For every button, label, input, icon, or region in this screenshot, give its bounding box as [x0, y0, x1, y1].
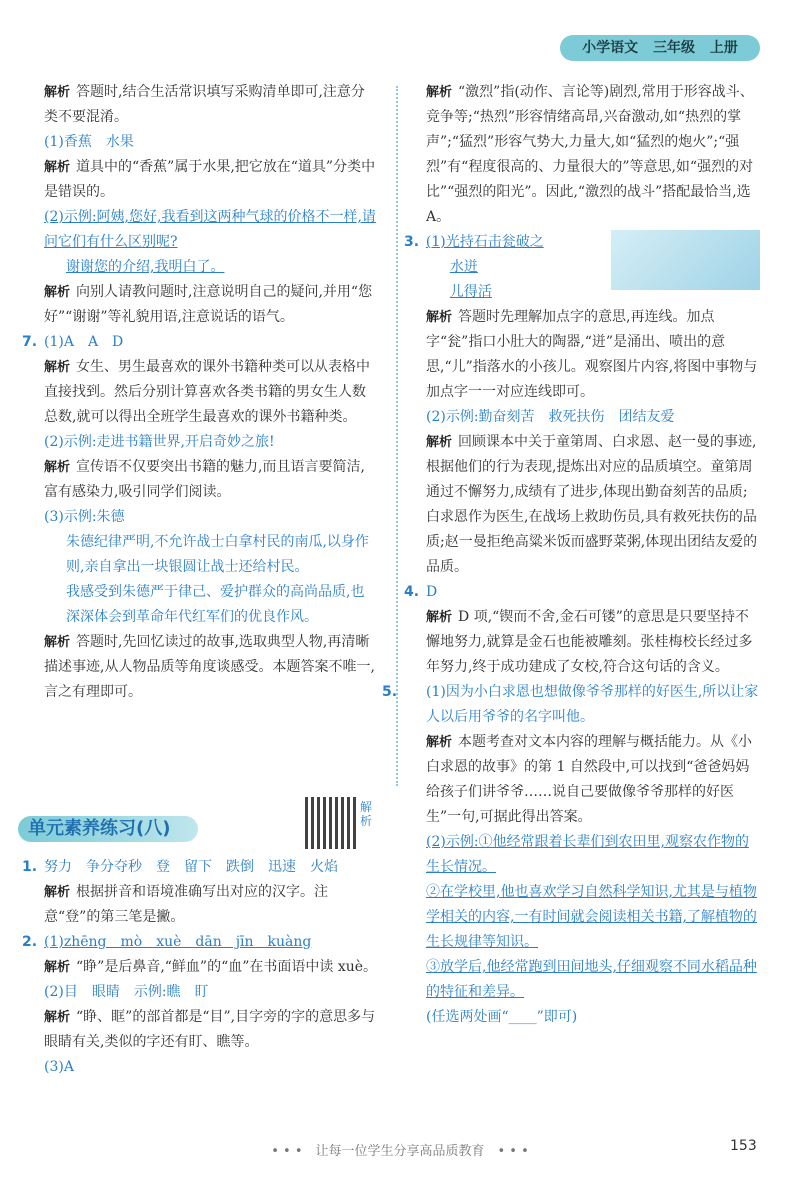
analysis-text: 女生、男生最喜欢的课外书籍种类可以从表格中直接找到。然后分别计算喜欢各类书籍的男女生人数总数,就可以得出全班学生最喜欢的课外书籍种类。 — [44, 359, 371, 425]
answer-line: ③放学后,他经常跑到田间地头,仔细观察不同水稻品种的特征和差异。 — [426, 959, 757, 1000]
analysis-text: “睁”是后鼻音,“鲜血”的“血”在书面语中读 xuè。 — [76, 959, 378, 975]
analysis-text: D 项,“锲而不舍,金石可镂”的意思是只要坚持不懈地努力,就算是金石也能被雕刻。张桂梅校长经过多年努力,终于成功建成了女校,符合这句话的含义。 — [426, 609, 753, 675]
analysis-tag: 解析 — [44, 360, 71, 375]
right-column — [382, 80, 760, 1030]
answer-note: (任选两处画“____”即可) — [426, 1009, 578, 1025]
answer-line: ②在学校里,他也喜欢学习自然科学知识,尤其是与植物学相关的内容,一有时间就会阅读相关书籍,了解植物的生长规律等知识。 — [426, 884, 757, 950]
analysis-text: 答题时,先回忆读过的故事,选取典型人物,再清晰描述事迹,从人物品质等角度谈感受。本题答案不唯一,言之有理即可。 — [44, 634, 375, 700]
analysis-text: 答题时先理解加点字的意思,再连线。加点字“瓮”指口小肚大的陶器,“迸”是涌出、喷出的意思,“儿”指落水的小孩儿。观察图片内容,将图中事物与加点字一一对应连线即可。 — [426, 309, 758, 400]
question-number: 4. — [404, 584, 420, 600]
analysis-tag: 解析 — [426, 735, 453, 750]
analysis-text: 答题时,结合生活常识填写采购清单即可,注意分类不要混淆。 — [44, 84, 365, 125]
footer-slogan: • • • 让每一位学生分享高品质教育 • • • — [271, 1144, 529, 1159]
page-number: 153 — [730, 1138, 757, 1154]
analysis-tag: 解析 — [44, 285, 71, 300]
analysis-tag: 解析 — [44, 960, 71, 975]
analysis-text: 回顾课本中关于童第周、白求恩、赵一曼的事迹,根据他们的行为表现,提炼出对应的品质填空。童第周通过不懈努力,成绩有了进步,体现出勤奋刻苦的品质;白求恩作为医生,在战场上救助伤员,具有救死扶伤的品质;赵一曼拒绝高粱米饭而盛野菜粥,体现出团结友爱的品质。 — [426, 434, 758, 575]
question-number: 5. — [382, 684, 398, 700]
answer-line: (1)香蕉 水果 — [44, 134, 134, 150]
analysis-text: 本题考查对文本内容的理解与概括能力。从《小白求恩的故事》的第 1 自然段中,可以找到“爸爸妈妈给孩子们讲爷爷……说自己要做像爷爷那样的好医生”一句,可据此得出答案。 — [426, 734, 753, 825]
story-illustration — [611, 230, 760, 290]
qr-label: 解析 — [360, 800, 373, 828]
answer-line: 儿得活 — [449, 284, 492, 300]
answer-line: 水迸 — [449, 259, 478, 275]
analysis-tag: 解析 — [44, 460, 71, 475]
analysis-tag: 解析 — [44, 160, 71, 175]
answer-line: 努力 争分夺秒 登 留下 跌倒 迅速 火焰 — [44, 859, 338, 875]
answer-line: (2)示例:①他经常跟着长辈们到农田里,观察农作物的生长情况。 — [426, 834, 749, 875]
answer-line: 谢谢您的介绍,我明白了。 — [66, 259, 225, 275]
answer-line: (2)目 眼睛 示例:瞧 盯 — [44, 984, 209, 1000]
answer-line: (3)A — [44, 1059, 74, 1075]
answer-line: D — [426, 584, 438, 600]
answer-line: (1)因为小白求恩也想做像爷爷那样的好医生,所以让家人以后用爷爷的名字叫他。 — [426, 684, 759, 725]
answer-line: (2)示例:勤奋刻苦 救死扶伤 团结友爱 — [426, 409, 675, 425]
left-column-lower — [22, 855, 378, 1080]
answer-line: (2)示例:走进书籍世界,开启奇妙之旅! — [44, 434, 275, 450]
answer-line: (1)A A D — [44, 334, 124, 350]
analysis-tag: 解析 — [44, 885, 71, 900]
unit-title: 单元素养练习(八) — [18, 816, 198, 842]
analysis-tag: 解析 — [426, 435, 453, 450]
analysis-text: “激烈”指(动作、言论等)剧烈,常用于形容战斗、竞争等;“热烈”形容情绪高昂,兴奋激动,如“热烈的掌声”;“猛烈”形容气势大,力量大,如“猛烈的炮火”;“强烈”有“程度很高的、力量很大的”等意思,如“强烈的对比”“强烈的阳光”。因此,“激烈的战斗”搭配最恰当,选 A。 — [426, 84, 754, 225]
answer-line: (2)示例:阿姨,您好,我看到这两种气球的价格不一样,请问它们有什么区别呢? — [44, 209, 376, 250]
analysis-tag: 解析 — [426, 310, 453, 325]
answer-line: (1)光持石击瓮破之 — [425, 234, 544, 250]
answer-line: (3)示例:朱德 — [44, 509, 125, 525]
analysis-tag: 解析 — [44, 1010, 71, 1025]
analysis-tag: 解析 — [426, 85, 453, 100]
analysis-text: “睁、眶”的部首都是“目”,目字旁的字的意思多与眼睛有关,类似的字还有盯、瞧等。 — [44, 1009, 376, 1050]
answer-line: 我感受到朱德严于律己、爱护群众的高尚品质,也深深体会到革命年代红军们的优良作风。 — [66, 584, 365, 625]
question-number: 7. — [22, 334, 38, 350]
book-header-badge: 小学语文 三年级 上册 — [560, 35, 760, 61]
answer-line: (1)zhēng mò xuè dān jīn kuàng — [44, 934, 312, 950]
qr-code-icon[interactable] — [305, 797, 357, 849]
left-column — [22, 80, 378, 705]
answer-line: 朱德纪律严明,不允许战士白拿村民的南瓜,以身作则,亲自拿出一块银圆让战士还给村民。 — [66, 534, 369, 575]
question-number: 3. — [404, 234, 420, 250]
analysis-tag: 解析 — [426, 610, 453, 625]
analysis-text: 根据拼音和语境准确写出对应的汉字。注意“登”的第三笔是撇。 — [44, 884, 329, 925]
analysis-text: 宣传语不仅要突出书籍的魅力,而且语言要简洁,富有感染力,吸引同学们阅读。 — [44, 459, 365, 500]
analysis-tag: 解析 — [44, 85, 71, 100]
analysis-tag: 解析 — [44, 635, 71, 650]
question-number: 1. — [22, 859, 38, 875]
question-number: 2. — [22, 934, 38, 950]
analysis-text: 向别人请教问题时,注意说明自己的疑问,并用“您好”“谢谢”等礼貌用语,注意说话的语气。 — [44, 284, 373, 325]
analysis-text: 道具中的“香蕉”属于水果,把它放在“道具”分类中是错误的。 — [44, 159, 376, 200]
